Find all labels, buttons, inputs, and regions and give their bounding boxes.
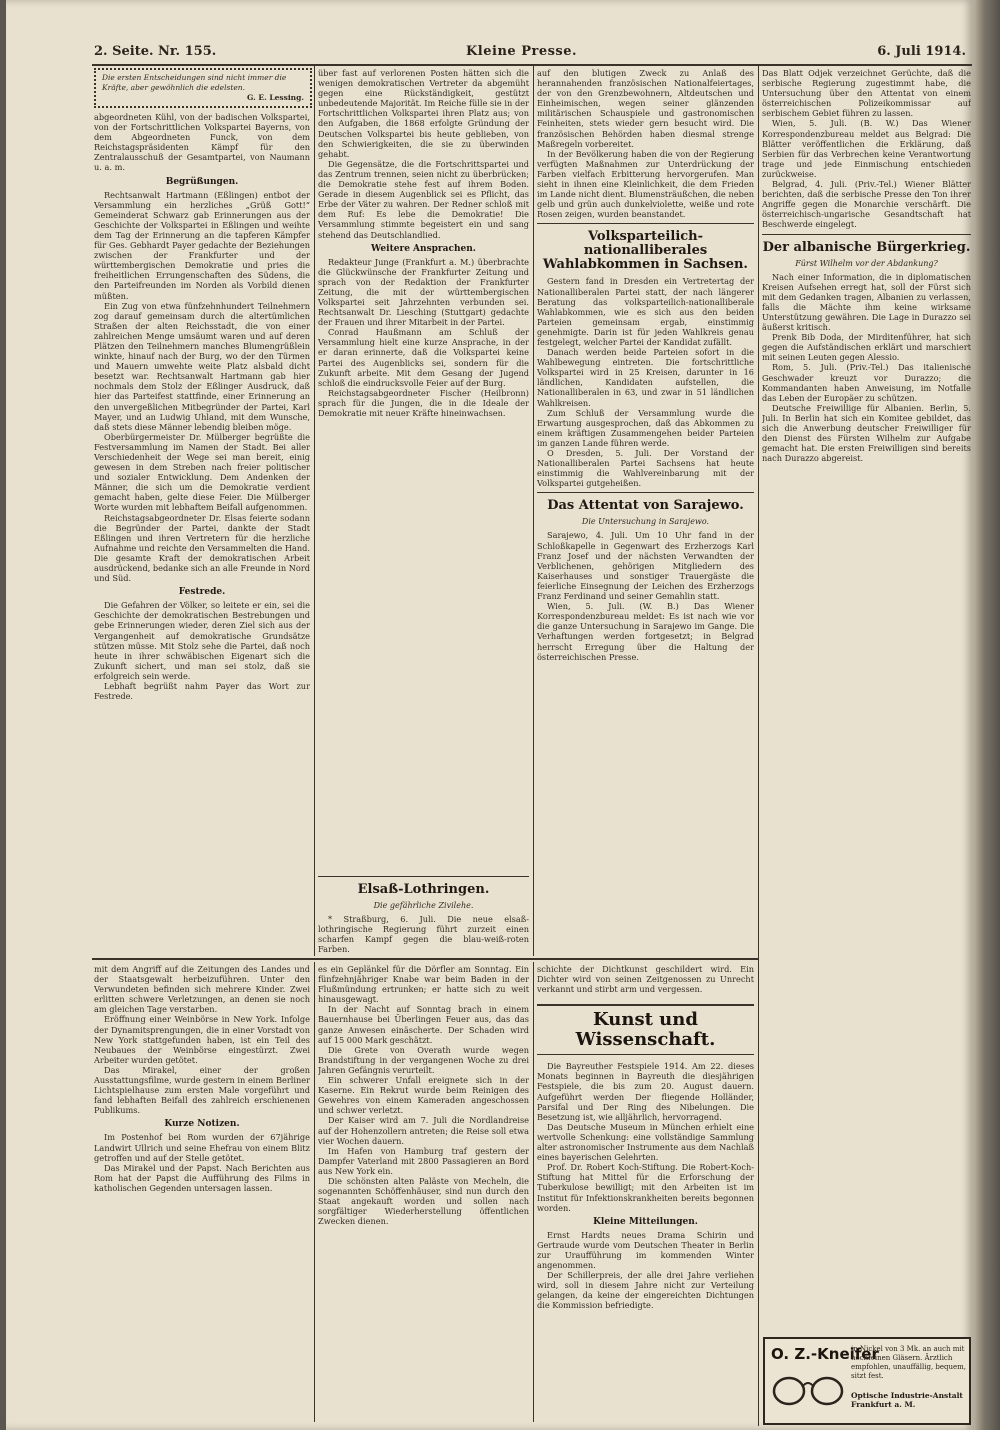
column-rule xyxy=(533,66,534,956)
article-paragraph: Belgrad, 4. Juli. (Priv.-Tel.) Wiener Blätter berichten, daß die serbische Presse den Ton ihrer Angriffe gegen die Monarchie verschärft. Die österreichisch-ungarische Gesandtschaft hat Beschwerde eingelegt. xyxy=(762,179,971,230)
article-subtitle: Die gefährliche Zivilehe. xyxy=(373,901,474,910)
article-paragraph: Wien, 5. Juli. (W. B.) Das Wiener Korrespondenzbureau meldet: Es ist nach wie vor die ganze Untersuchung in Sarajewo im Gange. Die Verhaftungen werden fortgesetzt; in Belgrad herrscht Erregung über die Haltung der österreichischen Presse. xyxy=(537,601,754,662)
article-paragraph: Das Mirakel und der Papst. Nach Berichten aus Rom hat der Papst die Aufführung des Films in katholischen Gegenden untersagen lassen. xyxy=(94,1162,310,1193)
column-3 xyxy=(537,68,754,956)
article-paragraph: Wien, 5. Juli. (B. W.) Das Wiener Korrespondenzbureau meldet aus Belgrad: Die Blätter veröffentlichen die Erklärung, daß Serbien für das Verbrechen keine Verantwortung trage und jede Einmischung entschieden zurückweise. xyxy=(762,118,971,179)
article-paragraph: Die Bayreuther Festspiele 1914. Am 22. dieses Monats beginnen in Bayreuth die diesjährigen Festspiele, die bis zum 20. August dauern. Aufgeführt werden Der fliegende Holländer, Parsifal und Der Ring des Nibelungen. Die Besetzung ist, wie alljährlich, hervorragend. xyxy=(537,1061,754,1122)
article-paragraph: Rom, 5. Juli. (Priv.-Tel.) Das italienische Geschwader kreuzt vor Durazzo; die Kommandanten haben Anweisung, im Notfalle das Leben der Europäer zu schützen. xyxy=(762,362,971,403)
article-paragraph: Der Kaiser wird am 7. Juli die Nordlandreise auf der Hohenzollern antreten; die Reise soll etwa vier Wochen dauern. xyxy=(318,1115,529,1146)
article-paragraph: Das Deutsche Museum in München erhielt eine wertvolle Schenkung: eine vollständige Sammlung alter astronomischer Instrumente aus dem Nachlaß eines bayerischen Gelehrten. xyxy=(537,1121,754,1163)
divider xyxy=(762,234,971,235)
newspaper-page xyxy=(6,0,974,1430)
column-rule xyxy=(314,962,315,1422)
article-paragraph: Nach einer Information, die in diplomatischen Kreisen Aufsehen erregt hat, soll der Fürst sich mit dem Gedanken tragen, Albanien zu verlassen, falls die Mächte ihm keine wirksame Unterstützung gewähren. Die Lage in Durazzo sei äußerst kritisch. xyxy=(762,271,971,333)
column-rule xyxy=(533,962,534,1422)
article-paragraph: schichte der Dichtkunst geschildert wird. Ein Dichter wird von seinen Zeitgenossen zu Unrecht verkannt und stirbt arm und vergessen. xyxy=(537,964,754,995)
article-paragraph: Das Mirakel, einer der großen Ausstattungsfilme, wurde gestern in einem Berliner Lichtspielhause zum ersten Male vorgeführt und fand lebhaften Beifall des zahlreich erschienenen Publikums. xyxy=(94,1064,310,1116)
page-number: 2. Seite. Nr. 155. xyxy=(94,44,217,59)
ad-text: in Nickel von 3 Mk. an auch mit hochfeinen Gläsern. Ärztlich empfohlen, unauffällig, bequem, sitzt fest. xyxy=(851,1345,967,1380)
article-paragraph: abgeordneten Kühl, von der badischen Volkspartei, von der Fortschrittlichen Volkspartei Bayerns, von dem Abgeordneten Funck, von dem Reichstagspräsidenten Kämpf für den Zentralausschuß der Gesamtpartei, von Naumann u. a. m. xyxy=(94,112,310,173)
header-rule xyxy=(92,64,972,66)
article-paragraph: über fast auf verlorenen Posten hätten sich die wenigen demokratischen Vertreter da abgemüht gegen eine Rückständigkeit, gestützt unbedeutende Majorität. Im Reiche fülle sie in der Fortschrittlichen Volkspartei ihren Platz aus; von den Aufgaben, die 1868 erfolgte Gründung der Deutschen Volkspartei bis heute geblieben, von den Schwierigkeiten, die sie zu überwinden gehabt. xyxy=(318,68,529,159)
article-subtitle: Die Untersuchung in Sarajewo. xyxy=(581,517,710,527)
column-2-lower xyxy=(318,872,529,956)
article-paragraph: Danach werden beide Parteien sofort in die Wahlbewegung eintreten. Die fortschrittliche Volkspartei wird in 25 Kreisen, darunter in 16 ländlichen, Kandidaten aufstellen, die Nationalliberalen in 63, und zwar in 51 ländlichen Wahlkreisen. xyxy=(537,347,754,408)
article-paragraph: Reichstagsabgeordneter Fischer (Heilbronn) sprach für die Jungen, die in die Ideale der Demokratie mit neuer Kräfte hineinwachsen. xyxy=(318,387,529,418)
section-heading: Kurze Notizen. xyxy=(164,1119,240,1130)
article-title: Elsaß-Lothringen. xyxy=(357,882,490,897)
article-paragraph: Lebhaft begrüßt nahm Payer das Wort zur Festrede. xyxy=(94,680,310,702)
ad-brand: O. Z.-Kneifer xyxy=(771,1345,879,1363)
article-paragraph: Reichstagsabgeordneter Dr. Elsas feierte sodann die Begründer der Partei, dankte der Stadt Eßlingen und ihren Vertretern für die herzliche Aufnahme und reichte den Versammelten die Hand. Die gesamte Kraft der demokratischen Arbeit ausdrückend, bedanke sich an alle Freunde in Nord und Süd. xyxy=(94,512,310,584)
quote-box xyxy=(94,68,312,108)
article-paragraph: Ernst Hardts neues Drama Schirin und Gertraude wurde vom Deutschen Theater in Berlin zur Uraufführung im kommenden Winter angenommen. xyxy=(537,1229,754,1270)
article-paragraph: Oberbürgermeister Dr. Mülberger begrüßte die Festversammlung im Namen der Stadt. Bei aller Verschiedenheit der Wege sei man bereit, einig gewesen in dem Streben nach freier politischer und sozialer Entwicklung. Dem Andenken der Männer, die sich um die Demokratie verdient gemacht haben, gelte diese Feier. Die Mülberger Worte wurden mit lebhaftem Beifall aufgenommen. xyxy=(94,431,310,513)
article-paragraph: Sarajewo, 4. Juli. Um 10 Uhr fand in der Schloßkapelle in Gegenwart des Erzherzogs Karl Franz Josef und der nächsten Verwandten der Verblichenen, gehörigen Mitgliedern des Kaiserhauses und sonstiger Trauergäste die feierliche Einsegnung der Leichen des Erzherzogs Franz Ferdinand und seiner Gemahlin statt. xyxy=(537,530,754,602)
divider xyxy=(318,876,529,877)
art-science-heading: Kunst und Wissenschaft. xyxy=(537,1004,754,1055)
section-heading: Weitere Ansprachen. xyxy=(371,243,476,254)
page-edge xyxy=(974,0,1000,1430)
article-paragraph: Rechtsanwalt Hartmann (Eßlingen) entbot der Versammlung ein herzliches „Grüß Gott!“ Gemeinderat Schwarz gab Erinnerungen aus der Geschichte der Volkspartei in Eßlingen und weihte dem Tag der Erinnerung an die tapferen Kämpfer für Ges. Gebhardt Payer gedachte der Beziehungen zwischen der Frankfurter und der württembergischen Demokratie und pries die freiheitlichen Errungenschaften des Südens, die den Parteifreunden im Norden als Vorbild dienen müßten. xyxy=(94,189,310,301)
article-paragraph: Zum Schluß der Versammlung wurde die Erwartung ausgesprochen, daß das Abkommen zu einem kräftigen Zusammengehen beider Parteien im ganzen Lande führen werde. xyxy=(537,407,754,448)
article-title: Das Attentat von Sarajewo. xyxy=(547,498,744,514)
column-4 xyxy=(762,68,971,1332)
article-paragraph: Redakteur Junge (Frankfurt a. M.) überbrachte die Glückwünsche der Frankfurter Zeitung und sprach von der Redaktion der Frankfurter Zeitung, die mit der württembergischen Volkspartei seit Jahrzehnten verbunden sei. Rechtsanwalt Dr. Liesching (Stuttgart) gedachte der Frauen und ihrer Mitarbeit in der Partei. xyxy=(318,256,529,328)
article-paragraph: Prenk Bib Doda, der Mirditenführer, hat sich gegen die Aufständischen erklärt und marschiert mit seinen Leuten gegen Alessio. xyxy=(762,332,971,363)
article-paragraph: Prof. Dr. Robert Koch-Stiftung. Die Robert-Koch-Stiftung hat Mittel für die Erforschung der Tuberkulose bewilligt; mit den Arbeiten ist im Institut für Infektionskrankheiten bereits begonnen worden. xyxy=(537,1162,754,1213)
page-header xyxy=(6,40,974,66)
article-paragraph: * Straßburg, 6. Juli. Die neue elsaß-lothringische Regierung führt zurzeit einen scharfen Kampf gegen die blau-weiß-roten Farben. xyxy=(318,914,529,955)
article-paragraph: es ein Geplänkel für die Dörfler am Sonntag. Ein fünfzehnjähriger Knabe war beim Baden in der Flußmündung ertrunken; er hatte sich zu weit hinausgewagt. xyxy=(318,964,529,1005)
ad-address: Optische Industrie-Anstalt Frankfurt a. M. xyxy=(851,1391,963,1409)
column-2 xyxy=(318,68,529,868)
lower-column-3 xyxy=(537,964,754,1422)
section-heading: Kleine Mitteilungen. xyxy=(593,1216,698,1227)
column-rule xyxy=(758,66,759,1426)
article-paragraph: Deutsche Freiwillige für Albanien. Berlin, 5. Juli. In Berlin hat sich ein Komitee gebildet, das sich die Anwerbung deutscher Freiwilliger für den Dienst des Fürsten Wilhelm zur Aufgabe gemacht hat. Die ersten Freiwilligen sind bereits nach Durazzo abgereist. xyxy=(762,402,971,464)
article-paragraph: Gestern fand in Dresden ein Vertretertag der Nationalliberalen Partei statt, der nach längerer Beratung das volksparteilich-nationalliberale Wahlabkommen, wie es sich aus den beiden Parteien gemeinsam ergab, einstimmig genehmigte. Darin ist für jeden Wahlkreis genau festgelegt, welcher Partei der Kandidat zufällt. xyxy=(537,276,754,347)
article-paragraph: In der Bevölkerung haben die von der Regierung verfügten Maßnahmen zur Unterdrückung der Farben vielfach Erbitterung hervorgerufen. Man sieht in ihnen eine Kleinlichkeit, die dem Frieden im Lande nicht dient. Blumensträußchen, die neben gelb und grün auch dunkelviolette, weiße und rote Rosen zeigen, wurden beanstandet. xyxy=(537,148,754,220)
article-title: Volksparteilich-nationalliberales Wahlabkommen in Sachsen. xyxy=(543,229,748,273)
advertisement xyxy=(763,1337,971,1425)
article-paragraph: In der Nacht auf Sonntag brach in einem Bauernhause bei Überlingen Feuer aus, das das ganze Anwesen einäscherte. Der Schaden wird auf 15 000 Mark geschätzt. xyxy=(318,1004,529,1045)
article-subtitle: Fürst Wilhelm vor der Abdankung? xyxy=(795,258,938,268)
masthead: Kleine Presse. xyxy=(466,44,578,59)
pince-nez-icon xyxy=(771,1369,845,1409)
article-paragraph: Die Gegensätze, die die Fortschrittspartei und das Zentrum trennen, seien nicht zu überbrücken; die Demokratie stehe fest auf ihrem Boden. Gerade in diesem Augenblick sei es Pflicht, das Erbe der Väter zu wahren. Der Redner schloß mit dem Ruf: Es lebe die Demokratie! Die Versammlung stimmte begeistert ein und sang stehend das Deutschlandlied. xyxy=(318,158,529,240)
lower-column-2 xyxy=(318,964,529,1422)
column-1 xyxy=(94,112,310,954)
divider xyxy=(537,492,754,493)
divider xyxy=(537,223,754,224)
article-paragraph: Ein schwerer Unfall ereignete sich in der Kaserne. Ein Rekrut wurde beim Reinigen des Gewehres von einem Kameraden angeschossen und schwer verletzt. xyxy=(318,1075,529,1116)
article-paragraph: Ein Zug von etwa fünfzehnhundert Teilnehmern zog darauf gemeinsam durch die altertümlichen Straßen der alten Reichsstadt, die von einer zahlreichen Menge umsäumt waren und auf deren Plätzen den Teilnehmern manches Blumengrüßlein winkte, hinauf nach der Burg, wo der den Türmen und Mauern umwehte weite Platz alsbald dicht besetzt war. Rechtsanwalt Hartmann gab hier nochmals dem Stolz der Eßlinger Ausdruck, daß hier das Parteifest stattfinde, einer Erinnerung an den unvergeßlichen Mitbegründer der Partei, Karl Mayer, und an Ludwig Uhland, mit dem Wunsche, daß stets diese Männer lebendig bleiben möge. xyxy=(94,300,310,432)
article-paragraph: Eröffnung einer Weinbörse in New York. Infolge der Dynamitsprengungen, die in einer Vorstadt von New York stattgefunden haben, ist ein Teil des Neubaues der Weinbörse eingestürzt. Zwei Arbeiter wurden getötet. xyxy=(94,1014,310,1065)
article-paragraph: Der Schillerpreis, der alle drei Jahre verliehen wird, soll in diesem Jahre nicht zur Verteilung gelangen, da keine der eingereichten Dichtungen die Kommission befriedigte. xyxy=(537,1270,754,1311)
article-paragraph: Die schönsten alten Paläste von Mecheln, die sogenannten Schöffenhäuser, sind nun durch den Staat angekauft worden und sollen nach sorgfältiger Wiederherstellung öffentlichen Zwecken dienen. xyxy=(318,1175,529,1227)
article-paragraph: Die Grete von Overath wurde wegen Brandstiftung in der vergangenen Woche zu drei Jahren Gefängnis verurteilt. xyxy=(318,1044,529,1075)
article-paragraph: Conrad Haußmann am Schluß der Versammlung hielt eine kurze Ansprache, in der er daran erinnerte, daß die Volkspartei keine Partei des Augenblicks sei, sondern für die Zukunft arbeite. Mit dem Gesang der Jugend schloß die eindrucksvolle Feier auf der Burg. xyxy=(318,327,529,388)
article-paragraph: Im Postenhof bei Rom wurden der 67jährige Landwirt Ullrich und seine Ehefrau von einem Blitz getroffen und auf der Stelle getötet. xyxy=(94,1132,310,1163)
quote-text: Die ersten Entscheidungen sind nicht immer die Kräfte, aber gewöhnlich die edelsten. xyxy=(102,73,287,92)
article-paragraph: O Dresden, 5. Juli. Der Vorstand der Nationalliberalen Partei Sachsens hat heute einstimmig die Wahlvereinbarung mit der Volkspartei gutgeheißen. xyxy=(537,448,754,489)
column-rule xyxy=(314,66,315,956)
article-paragraph: Die Gefahren der Völker, so leitete er ein, sei die Geschichte der demokratischen Bestrebungen und gebe Erinnerungen wieder, deren Ziel sich aus der Vergangenheit auf demokratische Grundsätze stützen müsse. Mit Stolz sehe die Partei, daß noch heute in ihrer schwäbischen Eigenart sich die Zukunft sichert, und man sei stolz, daß sie erfolgreich sein werde. xyxy=(94,600,310,681)
article-paragraph: mit dem Angriff auf die Zeitungen des Landes und der Staatsgewalt herbeizuführen. Unter den Verwundeten befinden sich mehrere Kinder. Zwei erlitten schwere Verletzungen, an denen sie noch am gleichen Tage verstarben. xyxy=(94,964,310,1015)
article-title: Der albanische Bürgerkrieg. xyxy=(762,239,971,255)
section-heading: Festrede. xyxy=(178,587,226,598)
article-paragraph: Im Hafen von Hamburg traf gestern der Dampfer Vaterland mit 2800 Passagieren an Bord aus New York ein. xyxy=(318,1145,529,1176)
lower-column-1 xyxy=(94,964,310,1422)
quote-author: G. E. Lessing. xyxy=(247,93,304,102)
article-paragraph: auf den blutigen Zweck zu Anlaß des herannahenden französischen Nationalfeiertages, der von den Grenzbewohnern, Altdeutschen und Einheimischen, wegen seiner glänzenden militärischen Schauspiele und gastronomischen Feinheiten, stets wieder gern besucht wird. Die französischen Behörden haben diesmal strenge Maßregeln vorbereitet. xyxy=(537,68,754,149)
article-paragraph: Das Blatt Odjek verzeichnet Gerüchte, daß die serbische Regierung zugestimmt habe, die Untersuchung über den Attentat von einem österreichischen Polizeikommissar auf serbischem Gebiet führen zu lassen. xyxy=(762,68,971,119)
section-heading: Begrüßungen. xyxy=(165,176,239,187)
section-rule xyxy=(92,958,758,960)
issue-date: 6. Juli 1914. xyxy=(877,44,966,59)
